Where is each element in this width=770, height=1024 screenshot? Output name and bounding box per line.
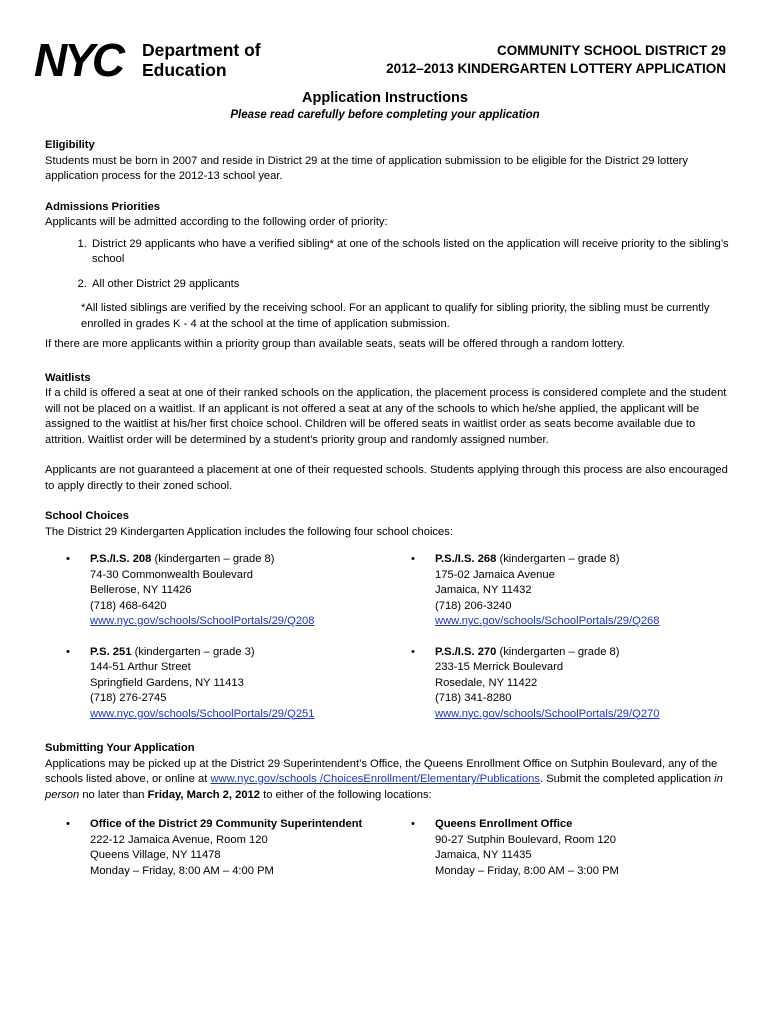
school-entry xyxy=(45,645,390,723)
choices-intro: The District 29 Kindergarten Application includes the following four school choices: xyxy=(45,525,453,538)
header-district: COMMUNITY SCHOOL DISTRICT 29 xyxy=(496,43,726,58)
school-city: Bellerose, NY 11426 xyxy=(90,584,192,596)
school-link[interactable]: www.nyc.gov/schools/SchoolPortals/29/Q251 xyxy=(90,707,315,720)
school-address: 233-15 Merrick Boulevard xyxy=(435,661,564,673)
document-body xyxy=(45,138,735,894)
bullet-icon: • xyxy=(66,818,70,830)
bullet-icon: • xyxy=(66,645,70,658)
location-address: 90-27 Sutphin Boulevard, Room 120 xyxy=(435,833,616,846)
school-phone: (718) 341-8280 xyxy=(435,692,512,704)
school-entry xyxy=(390,552,735,630)
school-address: 74-30 Commonwealth Boulevard xyxy=(90,568,253,581)
location-city: Queens Village, NY 11478 xyxy=(90,849,221,861)
deadline: Friday, March 2, 2012 xyxy=(147,788,260,801)
priorities-heading: Admissions Priorities xyxy=(45,200,161,213)
school-city: Springfield Gardens, NY 11413 xyxy=(90,676,244,689)
header-application: 2012–2013 KINDERGARTEN LOTTERY APPLICATION xyxy=(386,61,726,76)
school-name: P.S./I.S. 270 (kindergarten – grade 8) xyxy=(435,645,620,658)
submitting-text: Applications may be picked up at the District 29 Superintendent’s Office, the Queens Enrollment Office on Sutphin Boulevard, any of the schools listed above, or online at www.nyc.gov/schools /ChoicesEnrollment/Elementary/Publications. Submit the completed application in person no later than Friday, March 2, 2012 to either of the following locations: xyxy=(45,757,723,801)
location-hours: Monday – Friday, 8:00 AM – 3:00 PM xyxy=(435,864,619,877)
school-address: 144-51 Arthur Street xyxy=(90,661,191,673)
school-name: P.S./I.S. 268 (kindergarten – grade 8) xyxy=(435,553,620,565)
location-name: Office of the District 29 Community Superintendent xyxy=(90,818,363,830)
waitlists-section xyxy=(45,371,735,495)
location-entry xyxy=(45,817,390,879)
priority-item: 1. District 29 applicants who have a verified sibling* at one of the schools listed on the application will receive priority to the sibling’s school xyxy=(90,237,735,268)
eligibility-text: Students must be born in 2007 and reside in District 29 at the time of application submission to be eligible for the District 29 lottery application process for the 2012-13 school year. xyxy=(45,154,688,182)
location-address: 222-12 Jamaica Avenue, Room 120 xyxy=(90,833,268,846)
school-link[interactable]: www.nyc.gov/schools/SchoolPortals/29/Q268 xyxy=(435,615,660,627)
school-row xyxy=(45,552,735,645)
location-entry xyxy=(390,817,735,879)
school-link[interactable]: www.nyc.gov/schools/SchoolPortals/29/Q270 xyxy=(435,707,660,720)
school-entry xyxy=(45,552,390,630)
school-choices-section xyxy=(45,509,735,737)
school-address: 175-02 Jamaica Avenue xyxy=(435,568,555,581)
logo-line1: Department of xyxy=(142,40,261,60)
sibling-note: *All listed siblings are verified by the receiving school. For an applicant to qualify for sibling priority, the sibling must be currently enrolled in grades K - 4 at the school at the time of application submission. xyxy=(81,302,710,330)
waitlists-text-2: Applicants are not guaranteed a placement at one of their requested schools. Students applying through this process are also encouraged to apply directly to their zoned school. xyxy=(45,464,728,492)
location-hours: Monday – Friday, 8:00 AM – 4:00 PM xyxy=(90,864,274,877)
logo-line2: Education xyxy=(142,60,227,80)
school-entry xyxy=(390,645,735,723)
publications-link[interactable]: www.nyc.gov/schools /ChoicesEnrollment/Elementary/Publications xyxy=(210,773,540,785)
eligibility-section xyxy=(45,138,735,185)
priority-item: 2. All other District 29 applicants xyxy=(90,277,735,293)
nyc-doe-logo xyxy=(34,38,284,88)
priority-list xyxy=(45,237,735,293)
choices-heading: School Choices xyxy=(45,510,129,522)
location-name: Queens Enrollment Office xyxy=(435,818,573,830)
school-link[interactable]: www.nyc.gov/schools/SchoolPortals/29/Q208 xyxy=(90,615,315,627)
page-subtitle: Please read carefully before completing your application xyxy=(230,109,540,121)
school-name: P.S. 251 (kindergarten – grade 3) xyxy=(90,645,255,658)
bullet-icon: • xyxy=(411,645,415,658)
school-row xyxy=(45,645,735,738)
submitting-heading: Submitting Your Application xyxy=(45,742,195,754)
bullet-icon: • xyxy=(411,553,415,565)
priorities-section xyxy=(45,200,735,353)
waitlists-heading: Waitlists xyxy=(45,371,91,384)
eligibility-heading: Eligibility xyxy=(45,139,95,151)
school-phone: (718) 206-3240 xyxy=(435,599,512,612)
school-city: Rosedale, NY 11422 xyxy=(435,676,538,689)
school-name: P.S./I.S. 208 (kindergarten – grade 8) xyxy=(90,553,275,565)
submitting-section xyxy=(45,741,735,803)
location-city: Jamaica, NY 11435 xyxy=(435,849,532,861)
locations-row xyxy=(45,817,735,894)
document-header xyxy=(386,42,726,78)
page-title: Application Instructions xyxy=(302,90,468,106)
nyc-logo-text: NYC xyxy=(34,38,123,86)
school-phone: (718) 468-6420 xyxy=(90,599,167,612)
lottery-text: If there are more applicants within a priority group than available seats, seats will be offered through a random lottery. xyxy=(45,338,625,350)
priorities-intro: Applicants will be admitted according to the following order of priority: xyxy=(45,216,388,228)
waitlists-text: If a child is offered a seat at one of their ranked schools on the application, the placement process is considered complete and the student will not be placed on a waitlist. If an applicant is not offered a seat at any of the schools to which he/she applied, the applicant will be assigned to the waitlist at his/her first choice school. Children will be offered seats in waitlist order as seats become available due to attrition. Waitlist order will be determined by a student’s priority group and randomly assigned number. xyxy=(45,387,727,446)
bullet-icon: • xyxy=(66,553,70,565)
school-city: Jamaica, NY 11432 xyxy=(435,584,532,596)
school-phone: (718) 276-2745 xyxy=(90,692,167,704)
bullet-icon: • xyxy=(411,818,415,830)
